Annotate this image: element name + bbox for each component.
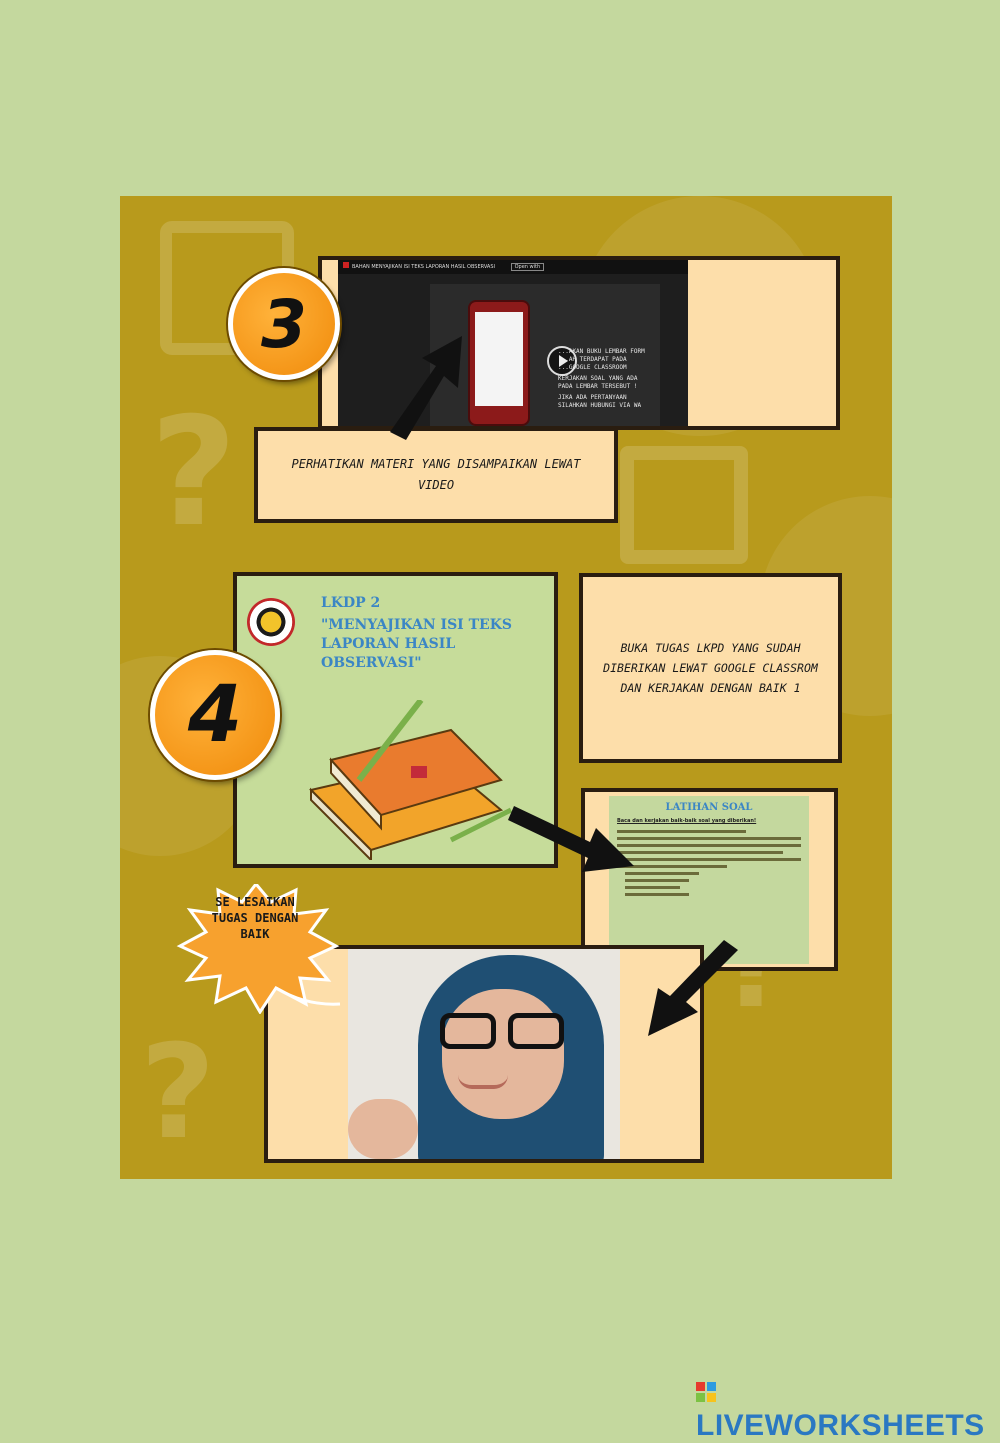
arrow-icon [380,336,470,440]
teacher-photo [348,949,620,1159]
step-3-badge: 3 [228,268,340,380]
burst-text: SE LESAIKAN TUGAS DENGAN BAIK [211,895,299,941]
phone-illustration [468,300,530,426]
step-3-caption-panel [254,427,618,523]
latihan-subtitle: Baca dan kerjakan baik-baik soal yang diberikan! [617,818,757,824]
logo-text: LIVEWORKSHEETS [696,1409,985,1443]
question-mark-icon: ? [150,386,238,560]
video-text: ...AKAN BUKU LEMBAR FORM ...AH TERDAPAT PADA ...GOOGLE CLASSROOM KERJAKAN SOAL YANG ADA PADA LEMBAR TERSEBUT ! JIKA ADA PERTANYAAN SILAHKAN HUBUNGI VIA WA [558,348,645,409]
arrow-icon [640,940,740,1040]
books-illustration [291,700,521,860]
step-3-caption: PERHATIKAN MATERI YANG DISAMPAIKAN LEWAT VIDEO [291,457,581,492]
video-title: BAHAN MENYAJIKAN ISI TEKS LAPORAN HASIL OBSERVASI [352,264,495,270]
step-4-badge: 4 [150,650,280,780]
lkpd-title: "MENYAJIKAN ISI TEKS LAPORAN HASIL OBSERVASI" [321,617,512,671]
liveworksheets-logo[interactable] [696,1374,1000,1443]
video-titlebar [338,260,688,274]
instruction-text: BUKA TUGAS LKPD YANG SUDAH DIBERIKAN LEWAT GOOGLE CLASSROM DAN KERJAKAN DENGAN BAIK 1 [603,641,818,695]
open-with-button[interactable]: Open with [511,263,545,271]
school-logo-icon [247,598,295,646]
latihan-sheet [609,796,809,964]
latihan-title: LATIHAN SOAL [665,802,753,813]
lkpd-label: LKDP 2 [321,595,381,611]
question-mark-icon: ? [140,1016,216,1168]
drive-icon [343,262,349,268]
logo-icon [696,1382,716,1402]
arrow-icon [508,796,636,876]
checkbox-icon [620,446,748,564]
instruction-panel [579,573,842,763]
